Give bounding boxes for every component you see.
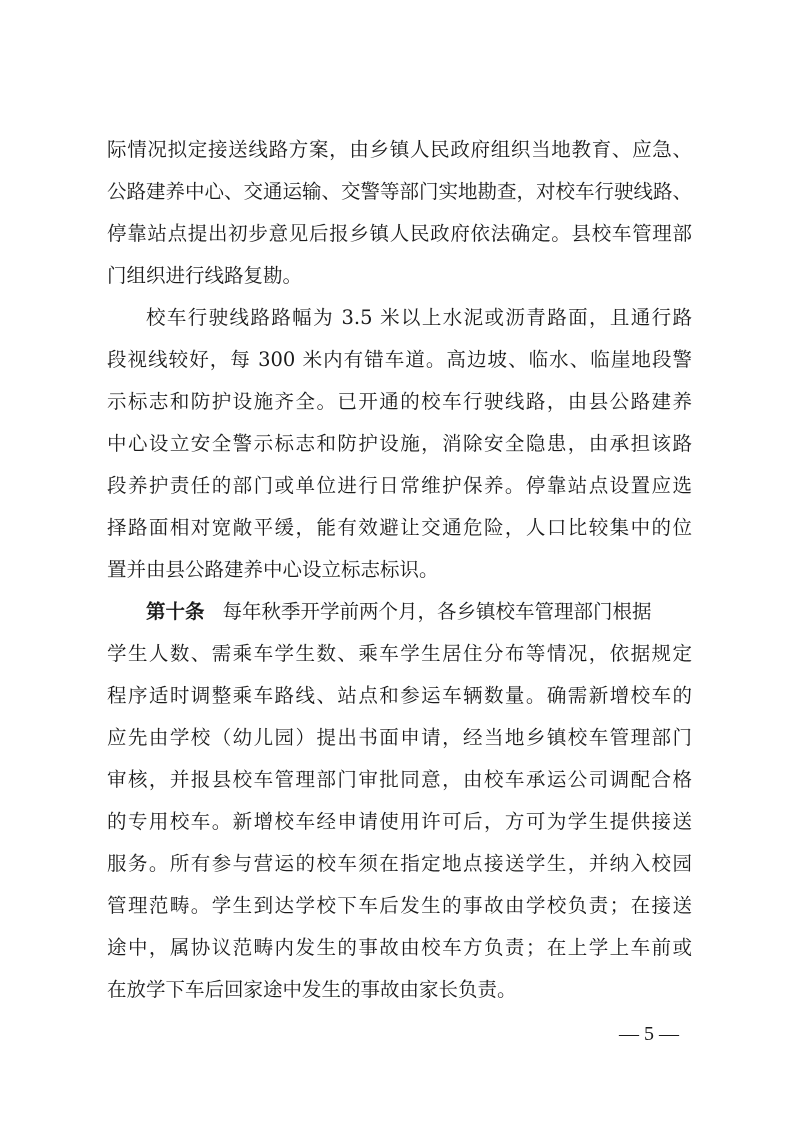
paragraph-3-line-3: 程序适时调整乘车路线、站点和参运车辆数量。确需新增校车的: [107, 684, 692, 707]
paragraph-2-line-4: 中心设立安全警示标志和防护设施，消除安全隐患，由承担该路: [107, 432, 692, 455]
paragraph-2-line-6: 择路面相对宽敞平缓，能有效避让交通危险，人口比较集中的位: [107, 516, 692, 539]
paragraph-3-line-8: 管理范畴。学生到达学校下车后发生的事故由学校负责；在接送: [107, 894, 692, 917]
article-10-first-line-text: 每年秋季开学前两个月，各乡镇校车管理部门根据: [222, 600, 652, 623]
paragraph-3-line-9: 途中，属协议范畴内发生的事故由校车方负责；在上学上车前或: [107, 936, 692, 959]
paragraph-3-line-7: 服务。所有参与营运的校车须在指定地点接送学生，并纳入校园: [107, 852, 692, 875]
paragraph-3-line-4: 应先由学校（幼儿园）提出书面申请，经当地乡镇校车管理部门: [107, 726, 692, 749]
paragraph-3-line-6: 的专用校车。新增校车经申请使用许可后，方可为学生提供接送: [107, 810, 692, 833]
paragraph-3-line-5: 审核，并报县校车管理部门审批同意，由校车承运公司调配合格: [107, 768, 692, 791]
paragraph-1-line-2: 公路建养中心、交通运输、交警等部门实地勘查，对校车行驶线路、: [107, 180, 692, 203]
paragraph-2-line-5: 段养护责任的部门或单位进行日常维护保养。停靠站点设置应选: [107, 474, 692, 497]
page-number: — 5 —: [619, 1023, 679, 1045]
paragraph-2-line-7: 置并由县公路建养中心设立标志标识。: [107, 558, 439, 581]
paragraph-1-line-4: 门组织进行线路复勘。: [107, 264, 303, 287]
paragraph-2-line-1: 校车行驶线路路幅为 3.5 米以上水泥或沥青路面，且通行路: [146, 306, 692, 329]
paragraph-3-line-2: 学生人数、需乘车学生数、乘车学生居住分布等情况，依据规定: [107, 642, 692, 665]
paragraph-1-line-3: 停靠站点提出初步意见后报乡镇人民政府依法确定。县校车管理部: [107, 222, 692, 245]
paragraph-3-line-10: 在放学下车后回家途中发生的事故由家长负责。: [107, 978, 517, 1001]
article-10-title: 第十条: [146, 600, 205, 623]
paragraph-2-line-3: 示标志和防护设施齐全。已开通的校车行驶线路，由县公路建养: [107, 390, 692, 413]
article-10-first-line: [146, 600, 692, 624]
paragraph-1-line-1: 际情况拟定接送线路方案，由乡镇人民政府组织当地教育、应急、: [107, 138, 692, 161]
paragraph-2-line-2: 段视线较好，每 300 米内有错车道。高边坡、临水、临崖地段警: [107, 348, 692, 371]
